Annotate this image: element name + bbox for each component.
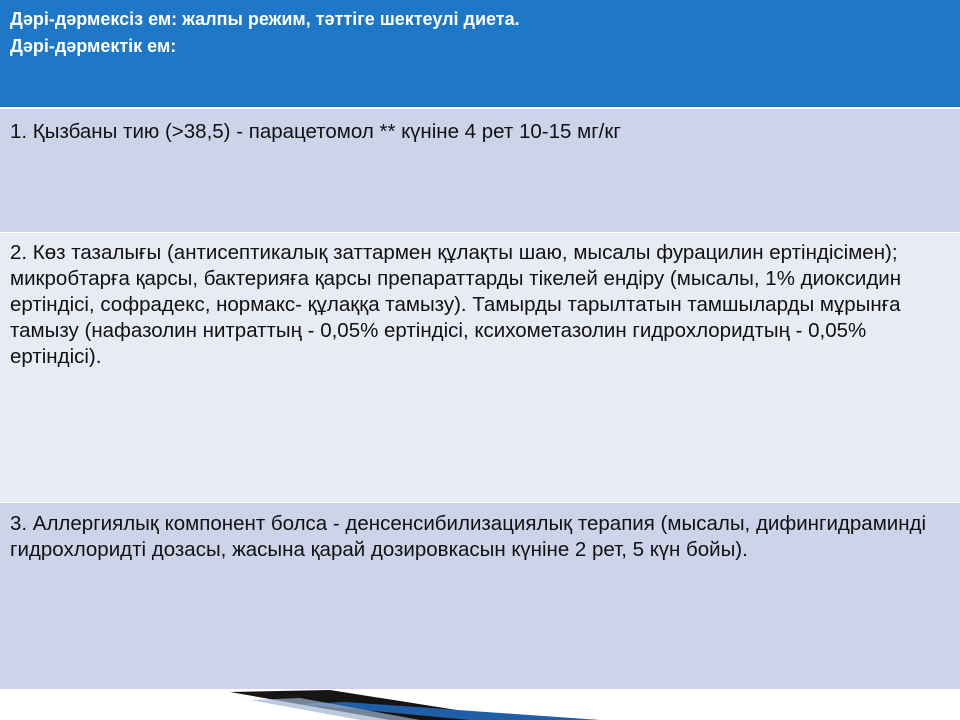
table-cell-allergy: 3. Аллергиялық компонент болса - денсенсибилизациялық терапия (мысалы, дифингидраминді гидрохлоридті дозасы, жасына қарай дозировкасын күніне 2 рет, 5 күн бойы). — [0, 502, 960, 689]
footer-decoration — [0, 680, 960, 720]
header-line-drug: Дәрі-дәрмектік ем: — [10, 36, 177, 56]
table-row — [0, 502, 960, 689]
table-cell-ear-hygiene: 2. Көз тазалығы (антисептикалық заттармен құлақты шаю, мысалы фурацилин ертіндісімен); микробтарға қарсы, бактерияға қарсы препараттарды тікелей ендіру (мысалы, 1% диоксидин ертіндісі, софрадекс, нормакс- құлаққа тамызу). Тамырды тарылтатын тамшыларды мұрынға тамызу (нафазолин нитраттың - 0,05% ертіндісі, ксихометазолин гидрохлоридтың - 0,05% ертіндісі). — [0, 232, 960, 502]
table-cell-fever: 1. Қызбаны тию (>38,5) - парацетомол ** күніне 4 рет 10-15 мг/кг — [0, 108, 960, 232]
table-row — [0, 232, 960, 502]
table-header-row — [0, 0, 960, 108]
table-row — [0, 108, 960, 232]
table-header-cell — [0, 0, 960, 108]
header-line-non-drug: Дәрі-дәрмексіз ем: жалпы режим, тәттіге шектеулі диета. — [10, 9, 520, 29]
